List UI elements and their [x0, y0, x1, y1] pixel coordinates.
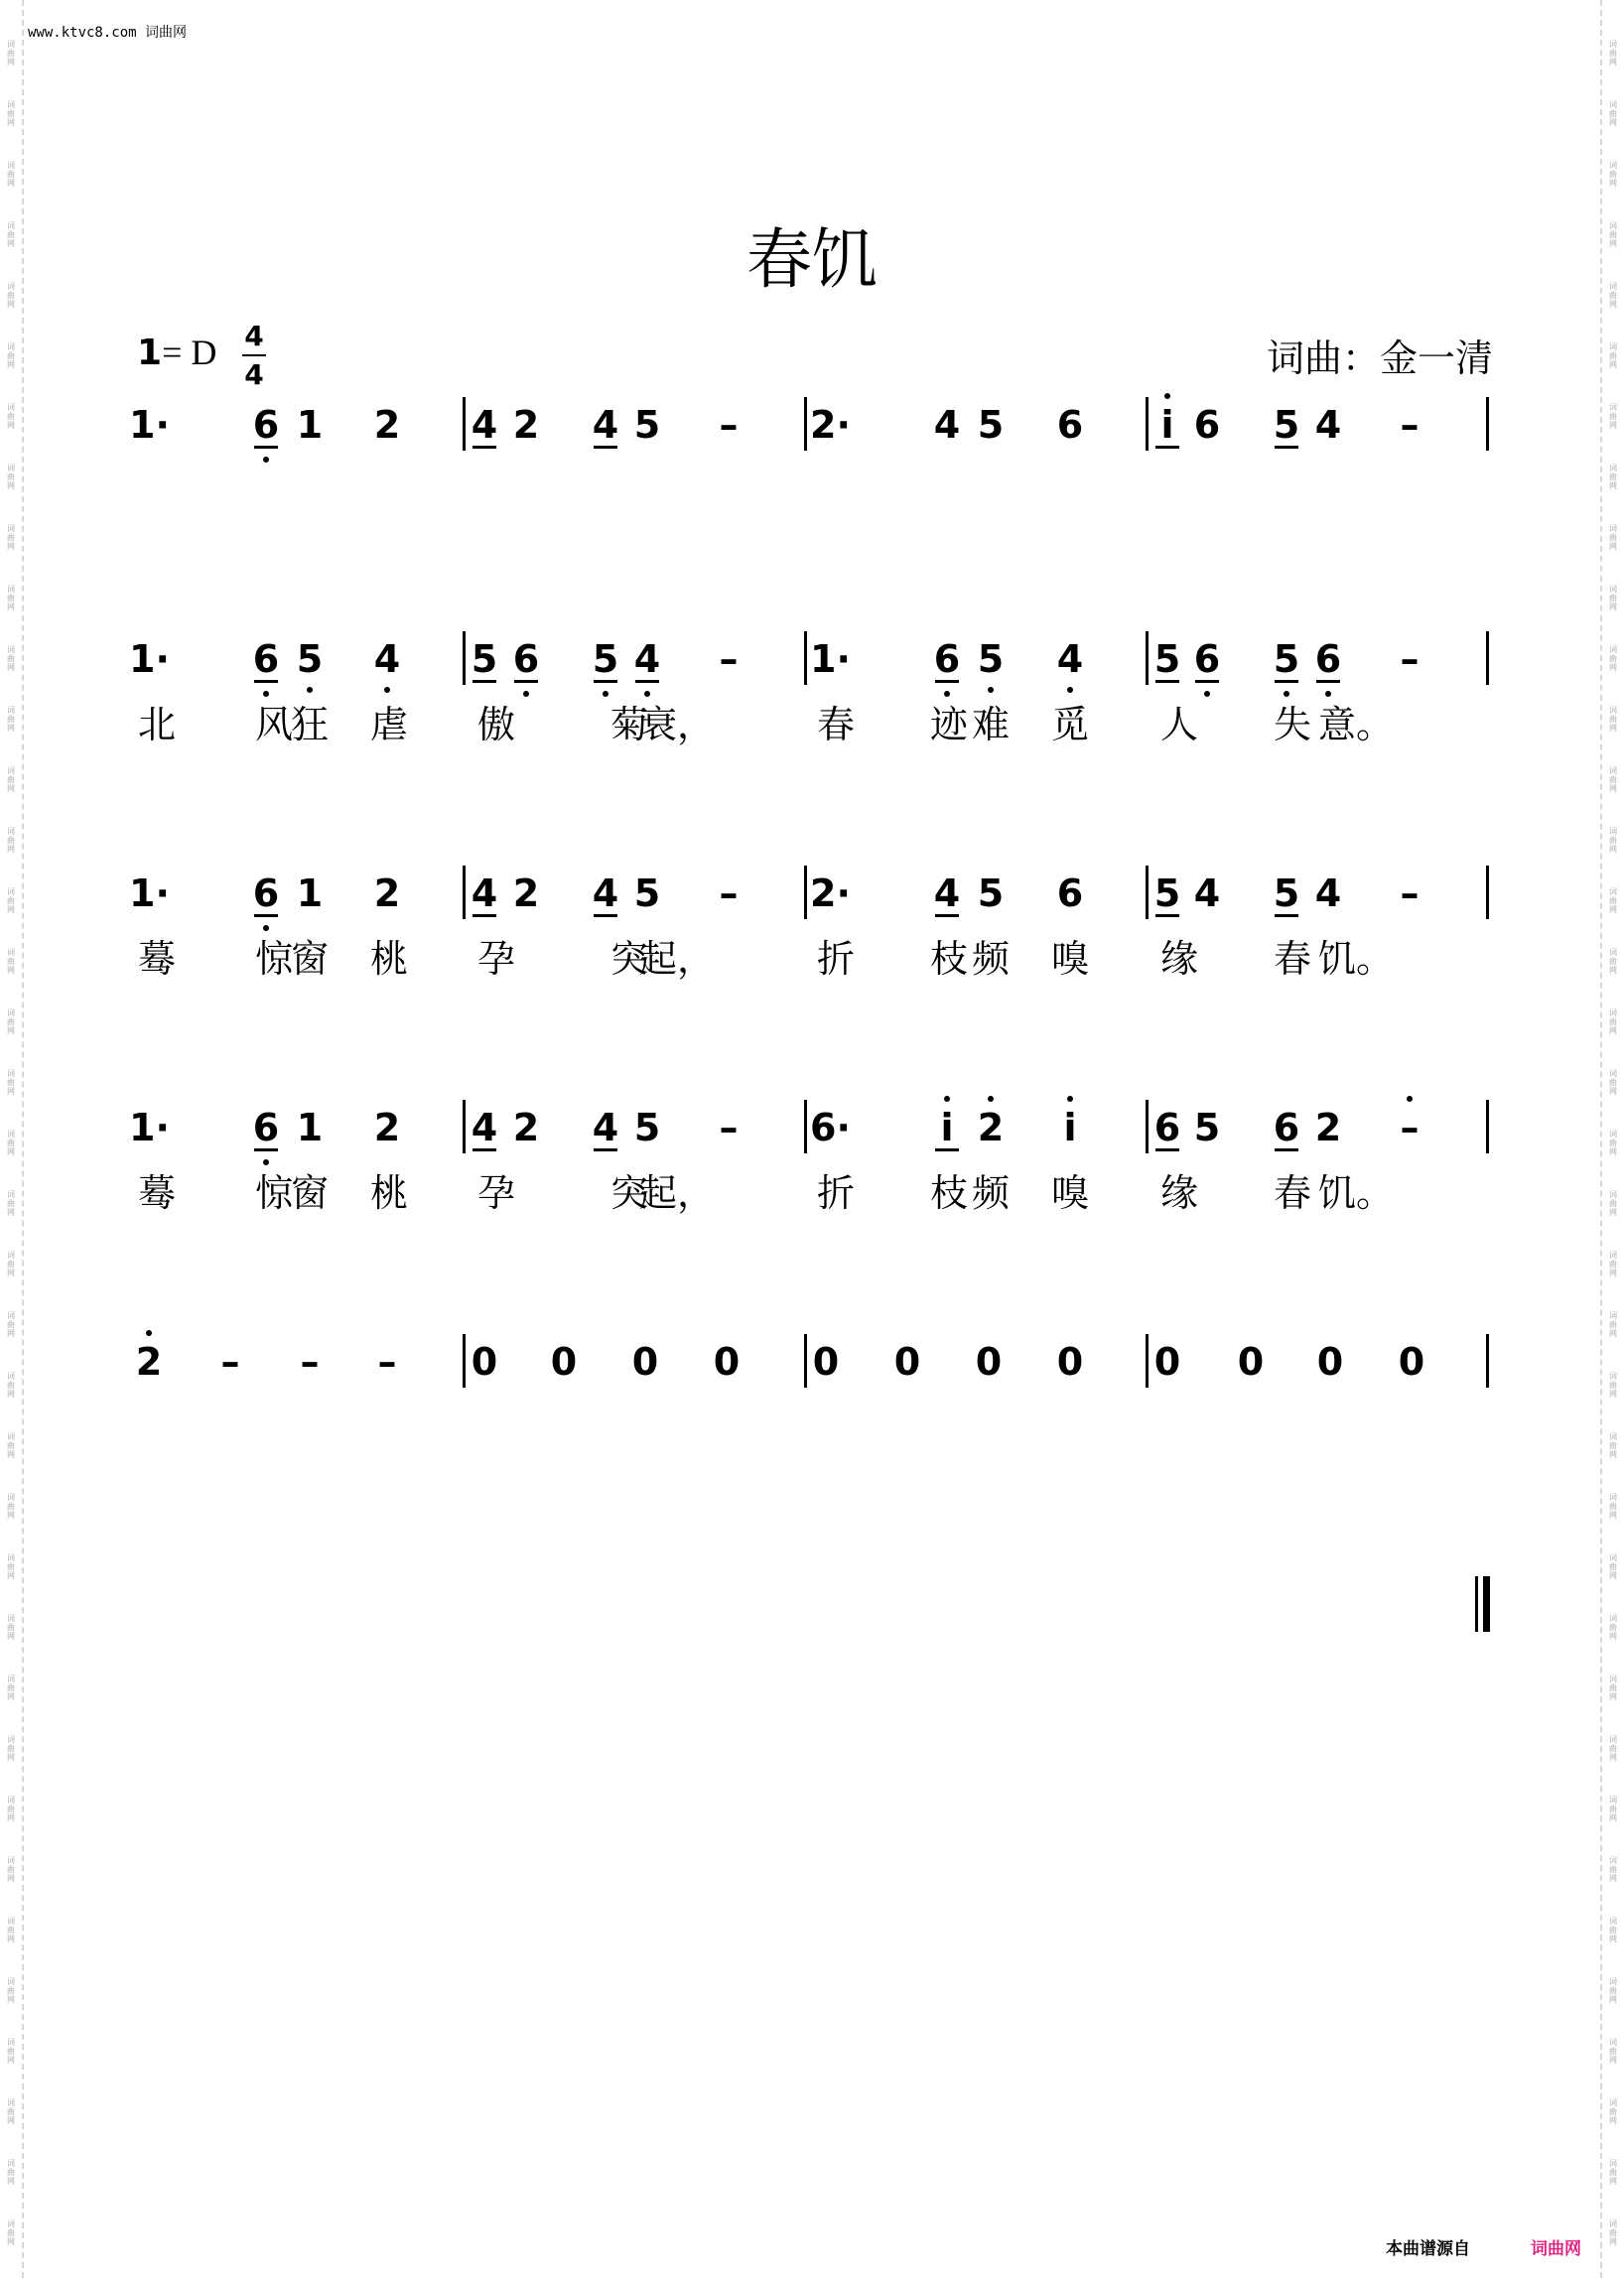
octave-dot-below	[603, 691, 609, 697]
octave-dot-below	[263, 691, 269, 697]
side-watermark-mark: 词 曲 网	[7, 1493, 15, 1520]
note: 6	[1056, 871, 1084, 915]
side-watermark-mark: 词 曲 网	[1609, 100, 1617, 127]
underline	[935, 680, 959, 683]
note: 5	[471, 637, 498, 681]
underline	[1316, 680, 1340, 683]
side-watermark-mark: 词 曲 网	[1609, 1008, 1617, 1035]
lyric-syllable: 饥。	[1318, 1171, 1395, 1215]
side-watermark-mark: 词 曲 网	[1609, 1735, 1617, 1762]
lyric-syllable: 孕	[476, 937, 515, 981]
lyric-syllable: 频	[971, 937, 1010, 981]
lyric-syllable: 难	[971, 703, 1010, 746]
note: 2	[512, 871, 540, 915]
side-watermark-mark: 词 曲 网	[7, 1130, 15, 1156]
octave-dot-above	[1067, 1096, 1073, 1102]
side-watermark-mark: 词 曲 网	[1609, 221, 1617, 248]
note: 5	[586, 637, 625, 681]
lyric-syllable: 春	[1273, 937, 1311, 981]
site-header: www.ktvc8.com 词曲网	[28, 25, 188, 41]
side-watermark-mark: 词 曲 网	[7, 1977, 15, 2004]
note: 5	[1267, 637, 1306, 681]
underline	[473, 446, 496, 449]
side-watermark-mark: 词 曲 网	[1609, 1614, 1617, 1641]
note: 6	[246, 637, 286, 681]
side-watermark-mark: 词 曲 网	[1609, 1917, 1617, 1943]
note: 1	[296, 871, 324, 915]
note: 4	[592, 871, 619, 915]
note-dash: –	[1400, 403, 1420, 447]
octave-dot-below	[1067, 687, 1073, 693]
song-title: 春饥	[746, 221, 878, 298]
barline	[463, 1334, 466, 1388]
side-watermark-mark: 词 曲 网	[1609, 585, 1617, 611]
note: 5	[633, 871, 661, 915]
note: 4	[933, 403, 961, 447]
note: 5	[1273, 403, 1300, 447]
side-watermark-mark: 词 曲 网	[7, 2219, 15, 2246]
note: 4	[1314, 871, 1342, 915]
note: 4	[1193, 871, 1221, 915]
side-watermark-mark: 词 曲 网	[1609, 161, 1617, 188]
side-watermark-mark: 词 曲 网	[1609, 2159, 1617, 2186]
underline	[1155, 1148, 1179, 1151]
underline	[473, 680, 496, 683]
footer-brand: 词曲网	[1531, 2239, 1581, 2259]
note: 4	[592, 1106, 619, 1149]
underline	[1275, 446, 1298, 449]
note-dash: –	[377, 1340, 397, 1384]
final-barline-thick	[1483, 1576, 1490, 1632]
barline	[804, 866, 807, 919]
underline	[473, 1148, 496, 1151]
note: 2	[373, 1106, 401, 1149]
note: 4	[592, 403, 619, 447]
octave-dot-below	[263, 457, 269, 463]
footer-source: 本曲谱源自	[1386, 2239, 1470, 2259]
side-watermark-mark: 词 曲 网	[1609, 1856, 1617, 1883]
side-watermark-mark: 词 曲 网	[7, 1614, 15, 1641]
side-watermark-mark: 词 曲 网	[1609, 706, 1617, 733]
note: 4	[367, 637, 407, 681]
lyric-syllable: 突	[609, 1171, 648, 1215]
side-watermark-mark: 词 曲 网	[1609, 1493, 1617, 1520]
octave-dot-above	[1407, 1096, 1413, 1102]
note: 2	[1314, 1106, 1342, 1149]
note: 4	[471, 403, 498, 447]
side-watermark-mark: 词 曲 网	[7, 1432, 15, 1459]
note: 4	[471, 871, 498, 915]
key-equals: =	[162, 333, 183, 372]
note-dash: –	[1390, 1106, 1429, 1149]
octave-dot-below	[944, 691, 950, 697]
lyric-syllable: 起，	[639, 1171, 716, 1215]
side-watermark-mark: 词 曲 网	[1609, 645, 1617, 672]
note: i	[927, 1106, 967, 1149]
note: 0	[1398, 1340, 1425, 1384]
lyric-syllable: 惊	[254, 1171, 293, 1215]
barline	[1486, 1334, 1489, 1388]
side-watermark-mark: 词 曲 网	[7, 1311, 15, 1338]
note: 2	[373, 403, 401, 447]
side-watermark-mark: 词 曲 网	[7, 161, 15, 188]
underline	[254, 446, 278, 449]
lyric-syllable: 春	[816, 703, 855, 746]
note: 5	[633, 403, 661, 447]
underline	[1155, 680, 1179, 683]
side-watermark-mark: 词 曲 网	[7, 827, 15, 854]
side-watermark-mark: 词 曲 网	[7, 585, 15, 611]
note: 2·	[810, 871, 851, 915]
side-watermark-mark: 词 曲 网	[1609, 282, 1617, 309]
barline	[804, 1100, 807, 1153]
note: 6	[1308, 637, 1348, 681]
underline	[635, 680, 659, 683]
underline	[1275, 1148, 1298, 1151]
underline	[254, 680, 278, 683]
barline	[1486, 397, 1489, 451]
note-dash: –	[719, 403, 739, 447]
lyric-syllable: 折	[816, 937, 855, 981]
barline	[804, 1334, 807, 1388]
lyric-syllable: 春	[1273, 1171, 1311, 1215]
side-watermark-mark: 词 曲 网	[7, 342, 15, 369]
note-dash: –	[1400, 871, 1420, 915]
side-watermark-mark: 词 曲 网	[7, 706, 15, 733]
note: 6	[246, 1106, 286, 1149]
lyric-syllable: 狂	[290, 703, 329, 746]
octave-dot-above	[988, 1096, 994, 1102]
note: 5	[977, 871, 1005, 915]
side-watermark-mark: 词 曲 网	[7, 1917, 15, 1943]
lyric-syllable: 嗅	[1050, 937, 1089, 981]
note: 0	[550, 1340, 578, 1384]
side-watermark-mark: 词 曲 网	[7, 766, 15, 793]
lyric-syllable: 嗅	[1050, 1171, 1089, 1215]
underline	[594, 680, 617, 683]
side-watermark-mark: 词 曲 网	[1609, 40, 1617, 67]
barline	[463, 631, 466, 685]
side-watermark-mark: 词 曲 网	[1609, 766, 1617, 793]
lyric-syllable: 饥。	[1318, 937, 1395, 981]
side-watermark-mark: 词 曲 网	[1609, 342, 1617, 369]
side-watermark-mark: 词 曲 网	[7, 1856, 15, 1883]
note: 4	[1050, 637, 1090, 681]
side-watermark-mark: 词 曲 网	[1609, 2098, 1617, 2125]
lyric-syllable: 傲	[476, 703, 515, 746]
note: 6	[1153, 1106, 1181, 1149]
lyric-syllable: 衰，	[639, 703, 716, 746]
side-watermark-mark: 词 曲 网	[1609, 827, 1617, 854]
lyric-syllable: 蓦	[137, 1171, 176, 1215]
side-watermark-mark: 词 曲 网	[7, 1372, 15, 1399]
barline	[1486, 1100, 1489, 1153]
side-watermark-mark: 词 曲 网	[7, 282, 15, 309]
note: 2	[129, 1340, 169, 1384]
octave-dot-below	[263, 925, 269, 931]
note: 4	[627, 637, 667, 681]
note: 1·	[129, 637, 170, 681]
lyric-syllable: 蓦	[137, 937, 176, 981]
lyric-syllable: 枝	[929, 937, 968, 981]
note-dash: –	[719, 637, 739, 681]
side-watermark-mark: 词 曲 网	[7, 1553, 15, 1580]
note: 0	[975, 1340, 1003, 1384]
side-watermark-mark: 词 曲 网	[1609, 948, 1617, 975]
lyric-syllable: 意。	[1318, 703, 1395, 746]
note: 0	[812, 1340, 840, 1384]
barline	[463, 397, 466, 451]
octave-dot-below	[263, 1159, 269, 1165]
octave-dot-below	[1284, 691, 1289, 697]
note: 6	[246, 403, 286, 447]
side-watermark-mark: 词 曲 网	[7, 2098, 15, 2125]
lyric-syllable: 窗	[290, 1171, 329, 1215]
note: 4	[471, 1106, 498, 1149]
lyric-syllable: 缘	[1159, 1171, 1198, 1215]
final-barline-thin	[1475, 1576, 1478, 1632]
note: 0	[713, 1340, 741, 1384]
side-watermark-mark: 词 曲 网	[7, 2159, 15, 2186]
side-watermark-mark: 词 曲 网	[1609, 1251, 1617, 1277]
note: 0	[1153, 1340, 1181, 1384]
note-dash: –	[300, 1340, 320, 1384]
note: 5	[971, 637, 1011, 681]
side-watermark-mark: 词 曲 网	[1609, 1977, 1617, 2004]
side-watermark-mark: 词 曲 网	[7, 403, 15, 430]
note: 6·	[810, 1106, 851, 1149]
note: 6	[927, 637, 967, 681]
note: 1·	[129, 1106, 170, 1149]
note: 0	[1316, 1340, 1344, 1384]
lyric-syllable: 缘	[1159, 937, 1198, 981]
underline	[594, 914, 617, 917]
note: 0	[1056, 1340, 1084, 1384]
side-watermark-mark: 词 曲 网	[7, 1675, 15, 1701]
note: 1	[296, 403, 324, 447]
note: i	[1050, 1106, 1090, 1149]
side-watermark-mark: 词 曲 网	[1609, 524, 1617, 551]
note: 4	[1314, 403, 1342, 447]
note: 6	[1273, 1106, 1300, 1149]
note: 1·	[129, 871, 170, 915]
octave-dot-below	[307, 687, 313, 693]
side-watermark-mark: 词 曲 网	[1609, 887, 1617, 914]
side-watermark-mark: 词 曲 网	[7, 1251, 15, 1277]
side-watermark-mark: 词 曲 网	[7, 464, 15, 490]
note: 0	[631, 1340, 659, 1384]
barline	[1146, 1100, 1149, 1153]
lyric-syllable: 折	[816, 1171, 855, 1215]
side-watermark-mark: 词 曲 网	[7, 1008, 15, 1035]
side-watermark-mark: 词 曲 网	[1609, 1190, 1617, 1217]
note: 2	[512, 1106, 540, 1149]
lyric-syllable: 枝	[929, 1171, 968, 1215]
lyric-syllable: 觅	[1050, 703, 1089, 746]
lyric-syllable: 桃	[369, 1171, 408, 1215]
side-watermark-mark: 词 曲 网	[1609, 2219, 1617, 2246]
barline	[1486, 866, 1489, 919]
note-dash: –	[1400, 637, 1420, 681]
underline	[514, 680, 538, 683]
note: 5	[977, 403, 1005, 447]
underline	[594, 446, 617, 449]
side-watermark-mark: 词 曲 网	[7, 221, 15, 248]
underline	[254, 914, 278, 917]
side-watermark-mark: 词 曲 网	[7, 1796, 15, 1822]
side-watermark-mark: 词 曲 网	[7, 1069, 15, 1096]
octave-dot-below	[988, 687, 994, 693]
side-watermark-mark: 词 曲 网	[1609, 1432, 1617, 1459]
note-dash: –	[719, 1106, 739, 1149]
note: 2	[512, 403, 540, 447]
side-watermark-mark: 词 曲 网	[1609, 1130, 1617, 1156]
lyric-syllable: 频	[971, 1171, 1010, 1215]
time-signature	[242, 320, 266, 391]
side-watermark-mark: 词 曲 网	[7, 100, 15, 127]
octave-dot-below	[384, 687, 390, 693]
lyric-syllable: 突	[609, 937, 648, 981]
underline	[473, 914, 496, 917]
underline	[1155, 914, 1179, 917]
note-dash: –	[220, 1340, 240, 1384]
barline	[1486, 631, 1489, 685]
note: 0	[1237, 1340, 1265, 1384]
key-letter: D	[191, 333, 217, 372]
side-watermark-mark: 词 曲 网	[7, 948, 15, 975]
octave-dot-above	[944, 1096, 950, 1102]
octave-dot-below	[1325, 691, 1331, 697]
octave-dot-below	[523, 691, 529, 697]
lyric-syllable: 风	[254, 703, 293, 746]
barline	[463, 1100, 466, 1153]
side-watermark-mark: 词 曲 网	[7, 2038, 15, 2065]
barline	[1146, 1334, 1149, 1388]
underline	[254, 1148, 278, 1151]
lyric-syllable: 北	[137, 703, 176, 746]
octave-dot-above	[1164, 393, 1170, 399]
side-watermark-mark: 词 曲 网	[7, 40, 15, 67]
key-tonic: 1	[137, 333, 163, 373]
underline	[594, 1148, 617, 1151]
note: 1·	[810, 637, 851, 681]
lyric-syllable: 起，	[639, 937, 716, 981]
underline	[1275, 914, 1298, 917]
side-watermark-mark: 词 曲 网	[1609, 2038, 1617, 2065]
note: 5	[1273, 871, 1300, 915]
side-watermark-mark: 词 曲 网	[1609, 1796, 1617, 1822]
octave-dot-below	[644, 691, 650, 697]
time-signature-bottom: 4	[244, 358, 264, 391]
side-watermark-mark: 词 曲 网	[7, 645, 15, 672]
note: i	[1148, 403, 1187, 447]
note: 6	[1193, 403, 1221, 447]
barline	[1146, 631, 1149, 685]
side-watermark-mark: 词 曲 网	[7, 887, 15, 914]
barline	[463, 866, 466, 919]
note: 6	[246, 871, 286, 915]
side-watermark-mark: 词 曲 网	[1609, 1675, 1617, 1701]
time-signature-divider	[242, 354, 266, 356]
lyric-syllable: 失	[1273, 703, 1311, 746]
note: 5	[1153, 871, 1181, 915]
note: 2	[373, 871, 401, 915]
underline	[1195, 680, 1219, 683]
lyric-syllable: 迹	[929, 703, 968, 746]
side-watermark-mark: 词 曲 网	[1609, 1372, 1617, 1399]
barline	[1146, 397, 1149, 451]
note: 1·	[129, 403, 170, 447]
side-watermark-mark: 词 曲 网	[1609, 1553, 1617, 1580]
note-dash: –	[719, 871, 739, 915]
barline	[804, 631, 807, 685]
note: 5	[633, 1106, 661, 1149]
note: 6	[506, 637, 546, 681]
composer-credit: 词曲：金一清	[1266, 336, 1493, 380]
octave-dot-above	[146, 1330, 152, 1336]
side-watermark-mark: 词 曲 网	[7, 1190, 15, 1217]
side-watermark-mark: 词 曲 网	[7, 1735, 15, 1762]
side-watermark-mark: 词 曲 网	[1609, 1069, 1617, 1096]
note: 5	[290, 637, 330, 681]
underline	[1275, 680, 1298, 683]
note: 6	[1056, 403, 1084, 447]
lyric-syllable: 人	[1159, 703, 1198, 746]
note: 6	[1187, 637, 1227, 681]
underline	[935, 914, 959, 917]
lyric-syllable: 桃	[369, 937, 408, 981]
key-signature	[137, 332, 216, 373]
note: 2	[971, 1106, 1011, 1149]
underline	[1155, 446, 1179, 449]
side-watermark-mark: 词 曲 网	[1609, 1311, 1617, 1338]
note: 0	[893, 1340, 921, 1384]
note: 0	[471, 1340, 498, 1384]
side-watermark-mark: 词 曲 网	[1609, 403, 1617, 430]
octave-dot-below	[1204, 691, 1210, 697]
lyric-syllable: 虐	[369, 703, 408, 746]
side-watermark-mark: 词 曲 网	[1609, 464, 1617, 490]
barline	[804, 397, 807, 451]
time-signature-top: 4	[244, 320, 264, 352]
note: 1	[296, 1106, 324, 1149]
note: 2·	[810, 403, 851, 447]
note: 5	[1193, 1106, 1221, 1149]
lyric-syllable: 窗	[290, 937, 329, 981]
lyric-syllable: 惊	[254, 937, 293, 981]
note: 4	[933, 871, 961, 915]
underline	[935, 1148, 959, 1151]
barline	[1146, 866, 1149, 919]
lyric-syllable: 菊	[609, 703, 648, 746]
lyric-syllable: 孕	[476, 1171, 515, 1215]
side-watermark-mark: 词 曲 网	[7, 524, 15, 551]
note: 5	[1153, 637, 1181, 681]
